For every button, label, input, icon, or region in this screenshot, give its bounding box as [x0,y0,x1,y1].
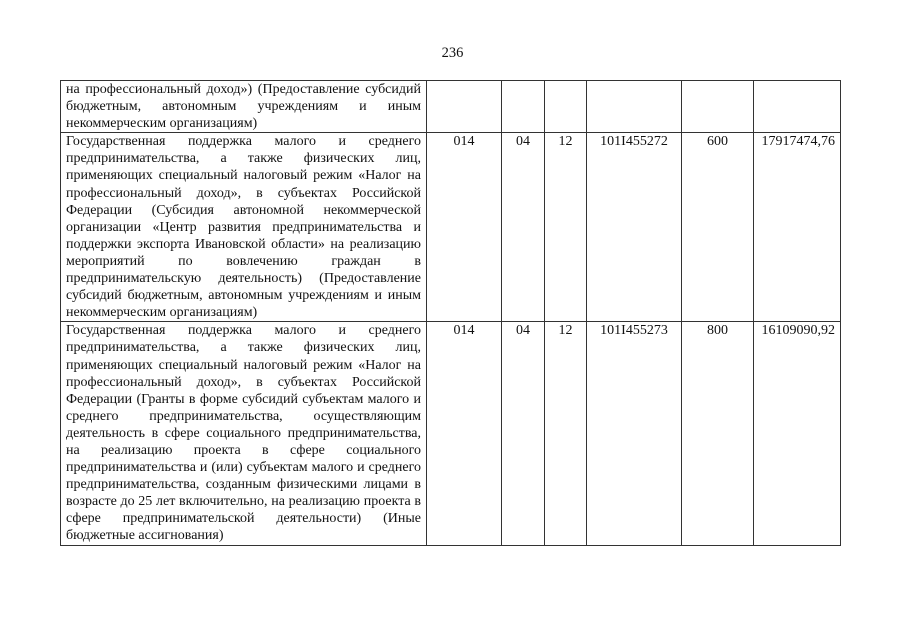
section-code-cell: 04 [502,322,545,545]
target-article-cell [587,81,682,133]
section-code-cell [502,81,545,133]
table-row [61,322,841,545]
amount-cell [754,81,841,133]
expense-type-cell: 600 [682,133,754,322]
expense-type-cell [682,81,754,133]
target-article-cell: 101I455272 [587,133,682,322]
ministry-code-cell [427,81,502,133]
page-number: 236 [441,45,464,61]
subsection-code-cell: 12 [545,322,587,545]
subsection-code-cell [545,81,587,133]
table-row [61,81,841,133]
budget-table [60,80,841,546]
table-row [61,133,841,322]
subsection-code-cell: 12 [545,133,587,322]
ministry-code-cell: 014 [427,322,502,545]
amount-cell: 16109090,92 [754,322,841,545]
description-cell: Государственная поддержка малого и среднего предпринимательства, а также физических лиц, применяющих специальный налоговый режим «Налог на профессиональный доход», в субъектах Российской Федерации (Гранты в форме субсидий субъектам малого и среднего предпринимательства, осуществляющим деятельность в сфере социального предпринимательства, на реализацию проекта в сфере социального предпринимательства и (или) субъектам малого и среднего предпринимательства, созданным физическими лицами в возрасте до 25 лет включительно, на реализацию проекта в сфере предпринимательской деятельности) (Иные бюджетные ассигнования) [61,322,427,545]
section-code-cell: 04 [502,133,545,322]
description-cell: на профессиональный доход») (Предоставление субсидий бюджетным, автономным учреждениям и иным некоммерческим организациям) [61,81,427,133]
amount-cell: 17917474,76 [754,133,841,322]
expense-type-cell: 800 [682,322,754,545]
ministry-code-cell: 014 [427,133,502,322]
description-cell: Государственная поддержка малого и среднего предпринимательства, а также физических лиц, применяющих специальный налоговый режим «Налог на профессиональный доход», в субъектах Российской Федерации (Субсидия автономной некоммерческой организации «Центр развития предпринимательства и поддержки экспорта Ивановской области» на реализацию мероприятий по вовлечению граждан в предпринимательскую деятельность) (Предоставление субсидий бюджетным, автономным учреждениям и иным некоммерческим организациям) [61,133,427,322]
target-article-cell: 101I455273 [587,322,682,545]
